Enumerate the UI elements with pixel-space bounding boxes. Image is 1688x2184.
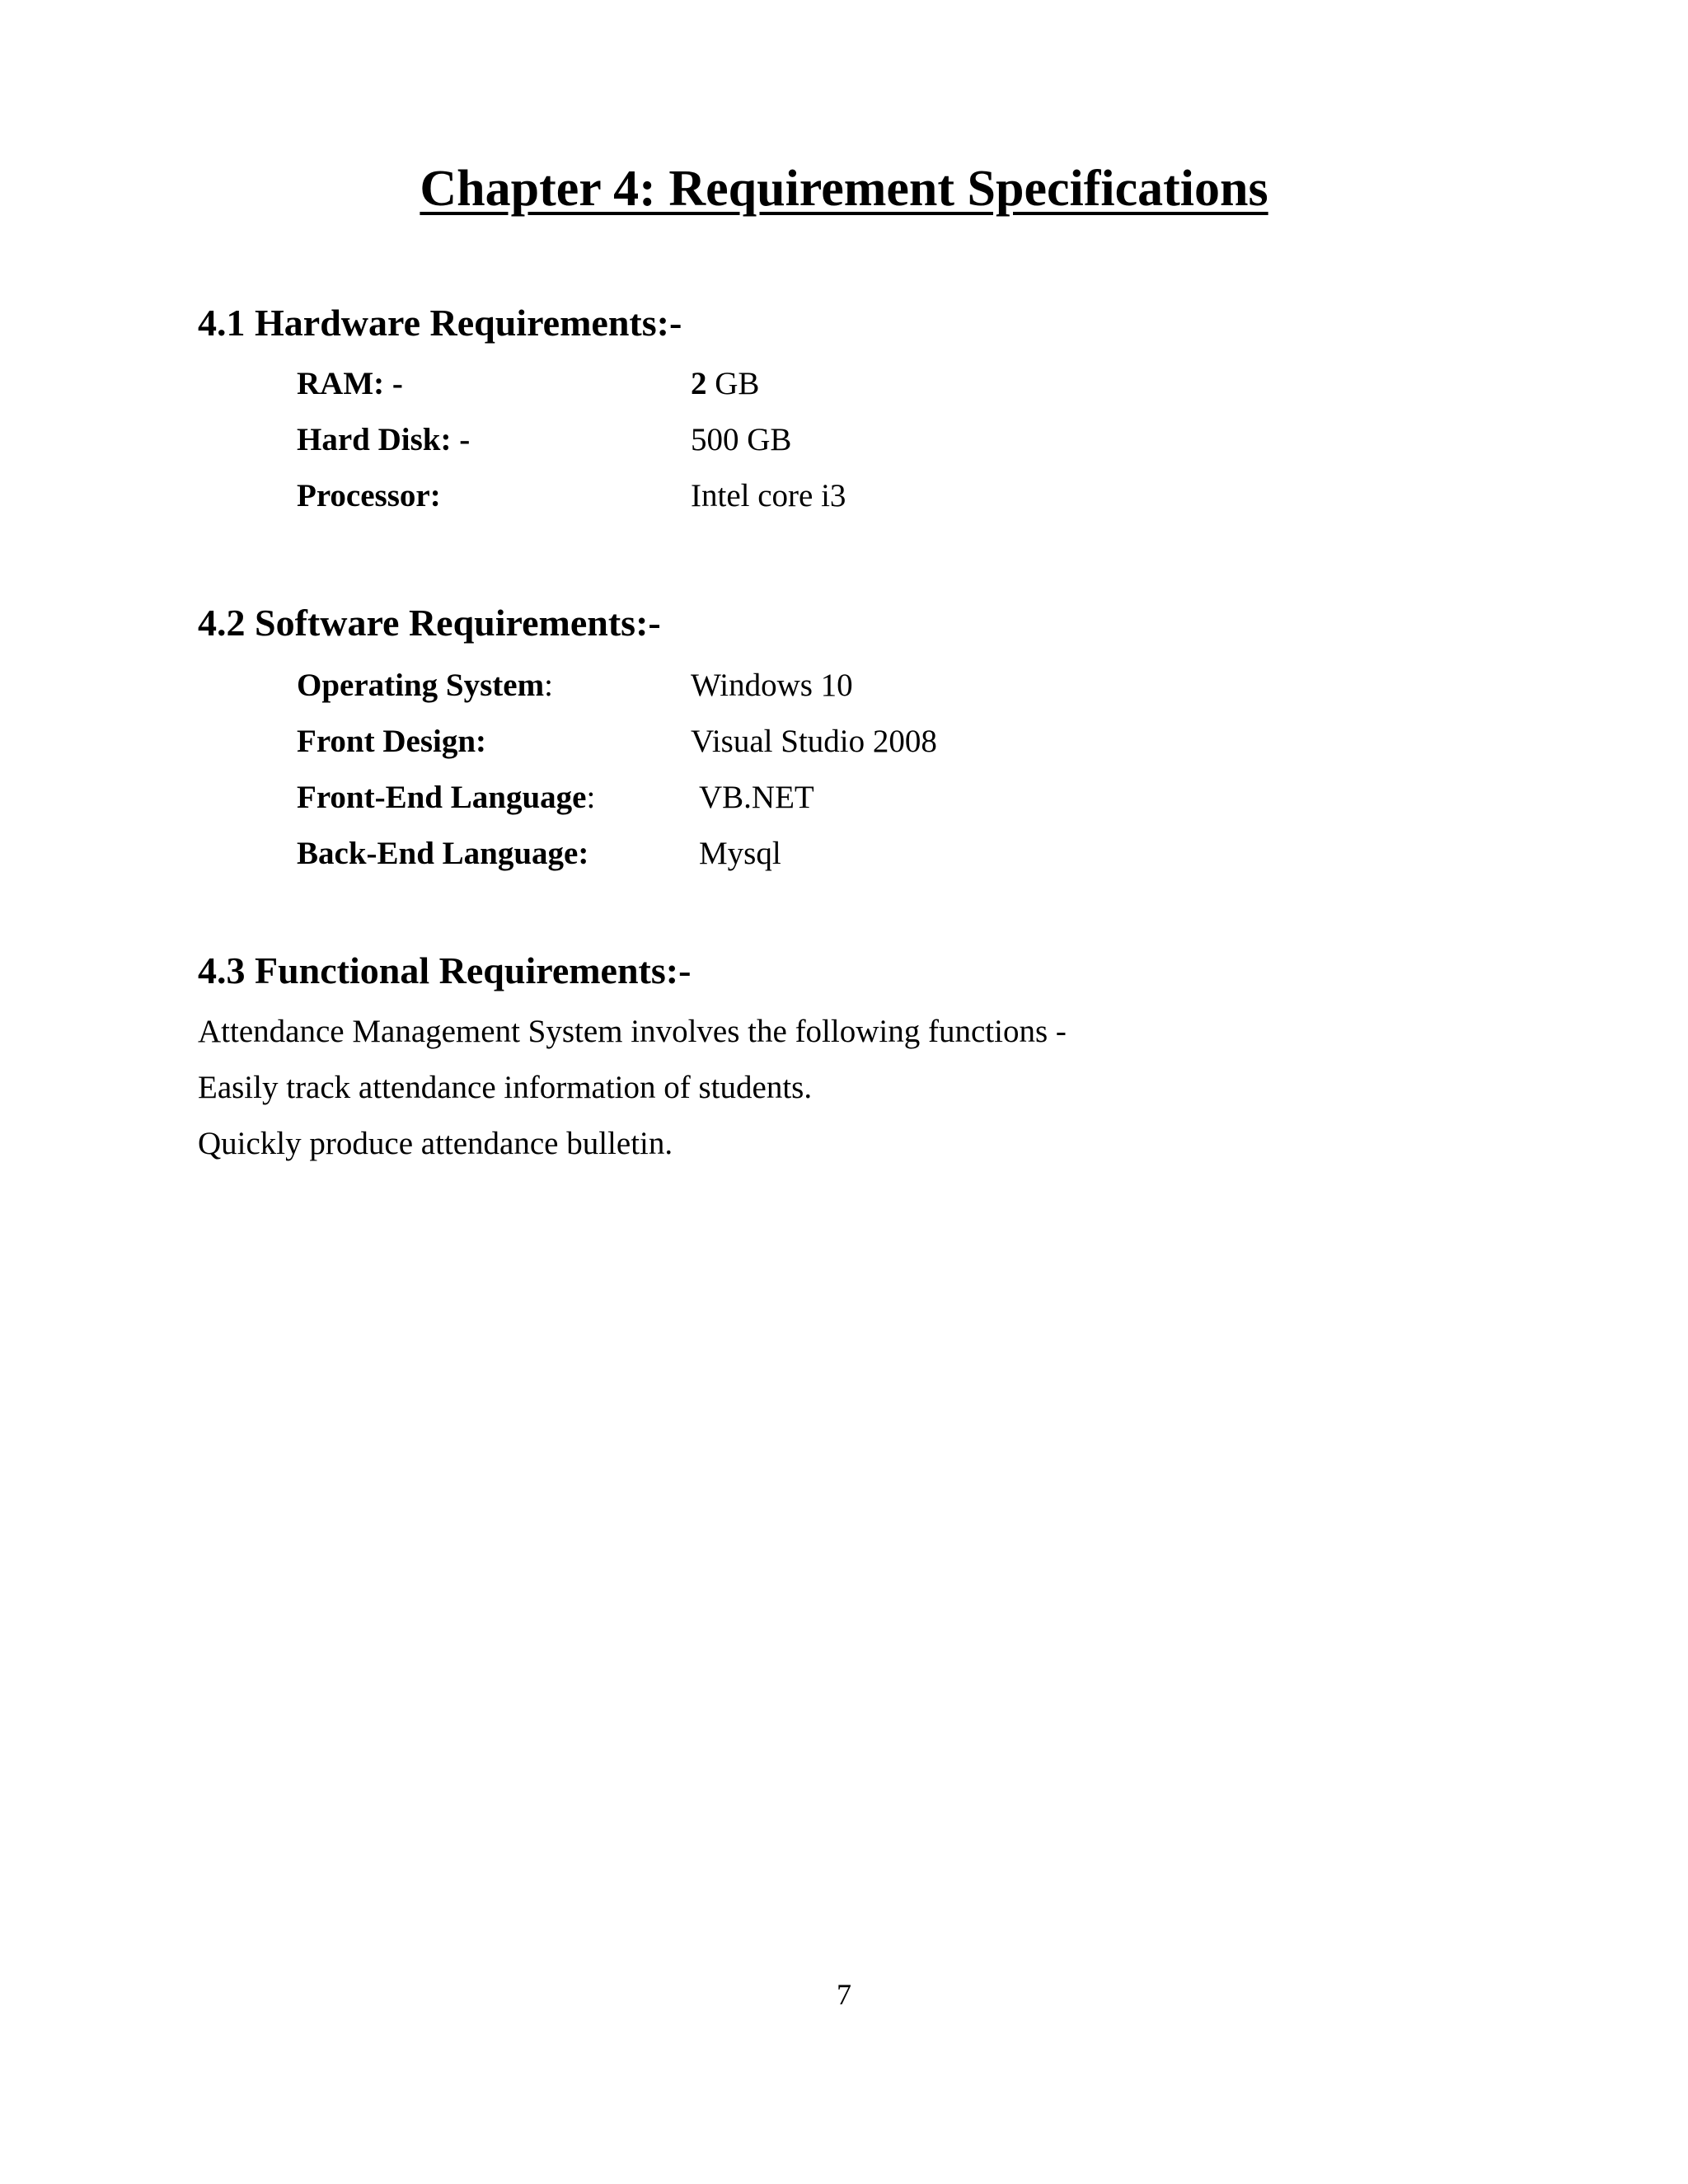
functional-line-track: Easily track attendance information of students. [198, 1070, 813, 1105]
spec-value [691, 361, 759, 407]
spec-value-text: GB [706, 366, 760, 401]
spec-label: RAM: - [297, 366, 403, 401]
spec-value: VB.NET [699, 780, 814, 815]
page-number: 7 [837, 1978, 851, 2011]
spec-label: Hard Disk: - [297, 422, 471, 457]
spec-label-colon: : [544, 668, 553, 703]
spec-value: Mysql [699, 836, 781, 871]
spec-value: Windows 10 [691, 668, 853, 703]
functional-requirements-heading: 4.3 Functional Requirements:- [198, 949, 692, 991]
spec-value: Intel core i3 [691, 478, 846, 513]
chapter-title: Chapter 4: Requirement Specifications [420, 161, 1268, 217]
spec-label-colon: : [586, 780, 596, 815]
hardware-row-ram [297, 361, 1286, 407]
spec-value: Visual Studio 2008 [691, 724, 937, 759]
software-row-front-end-language [297, 775, 1286, 821]
software-requirements-heading: 4.2 Software Requirements:- [198, 602, 661, 644]
spec-label-text: Operating System [297, 668, 545, 703]
functional-line-bulletin: Quickly produce attendance bulletin. [198, 1126, 673, 1161]
spec-label-text: Front-End Language [297, 780, 587, 815]
hardware-row-hard-disk [297, 417, 1286, 463]
software-row-back-end-language [297, 831, 1286, 877]
functional-line-intro: Attendance Management System involves the following functions - [198, 1014, 1067, 1049]
software-row-operating-system [297, 663, 1286, 709]
hardware-requirements-heading: 4.1 Hardware Requirements:- [198, 302, 682, 344]
software-row-front-design [297, 719, 1286, 765]
hardware-row-processor [297, 473, 1286, 519]
spec-value: 500 GB [691, 422, 792, 457]
spec-label [297, 663, 553, 709]
spec-label: Front Design: [297, 724, 487, 759]
spec-value-bold: 2 [691, 366, 707, 401]
spec-label: Processor: [297, 478, 441, 513]
spec-label [297, 775, 595, 821]
spec-label: Back-End Language: [297, 836, 589, 871]
